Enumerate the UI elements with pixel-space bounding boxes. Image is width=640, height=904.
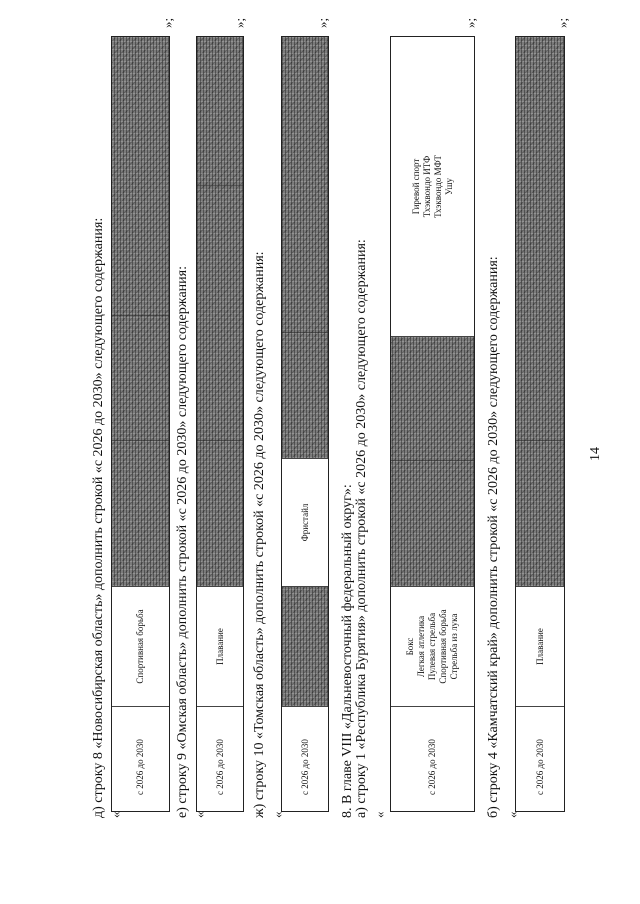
block-8a-period: с 2026 до 2030 xyxy=(427,739,437,795)
block-zh-period-cell xyxy=(282,706,328,811)
block-d-cell-divider xyxy=(112,440,169,441)
block-zh-close-quote: »; xyxy=(315,17,330,28)
block-e-sport-1: Плавание xyxy=(214,628,225,665)
block-8a-heading: а) строку 1 «Республика Бурятия» дополнить строкой «с 2026 до 2030» следующего содержания: xyxy=(354,239,369,818)
block-8a-extra-4: Ушу xyxy=(443,178,454,196)
block-zh-open-quote: « xyxy=(270,811,285,818)
block-8a-extra-3: Тхэквондо МФТ xyxy=(432,155,443,218)
page-number: 14 xyxy=(588,447,603,461)
block-8a-sport-4: Спортивная борьба xyxy=(438,609,448,684)
block-b-table xyxy=(515,36,565,812)
block-e-shaded-cells xyxy=(197,37,243,586)
block-8a-extra-2: Тхэквондо ИТФ xyxy=(421,155,432,218)
block-8a-close-quote: »; xyxy=(463,17,478,28)
block-b-cell-divider xyxy=(516,440,564,441)
block-d-table xyxy=(111,36,170,812)
block-e-cell-divider xyxy=(197,185,243,186)
block-e-sports-cell xyxy=(197,586,243,706)
block-b-period-cell xyxy=(516,706,564,811)
block-b-shaded-cells xyxy=(516,37,564,586)
block-8a-extra-list xyxy=(411,155,455,218)
block-zh-table xyxy=(281,36,329,812)
block-zh-cell-divider xyxy=(282,332,328,333)
block-e-cell-divider xyxy=(197,440,243,441)
block-zh-extra-cell xyxy=(282,458,328,586)
block-e-table xyxy=(196,36,244,812)
block-8a-table xyxy=(390,36,475,812)
block-e-close-quote: »; xyxy=(232,17,247,28)
block-8a-sport-1: Бокс xyxy=(405,637,415,656)
block-8a-sport-2: Легкая атлетика xyxy=(416,615,426,678)
chapter-8-heading: 8. В главе VIII «Дальневосточный федеральный округ»: xyxy=(340,484,355,818)
block-d-heading: д) строку 8 «Новосибирская область» дополнить строкой «с 2026 до 2030» следующего содержания: xyxy=(91,217,106,818)
block-8a-sports-cell xyxy=(391,586,474,706)
block-zh-shaded-cells xyxy=(282,37,328,458)
block-e-period-cell xyxy=(197,706,243,811)
block-d-close-quote: »; xyxy=(160,17,175,28)
block-b-heading: б) строку 4 «Камчатский край» дополнить строкой «с 2026 до 2030» следующего содержания: xyxy=(486,256,501,818)
block-e-open-quote: « xyxy=(192,811,207,818)
block-d-sports-cell xyxy=(112,586,169,706)
block-d-shaded-cells xyxy=(112,37,169,586)
block-b-open-quote: « xyxy=(505,811,520,818)
block-e-period: с 2026 до 2030 xyxy=(214,739,225,795)
block-8a-cell-divider xyxy=(391,460,474,461)
block-b-close-quote: »; xyxy=(555,17,570,28)
block-b-sports-cell xyxy=(516,586,564,706)
block-zh-shaded-sports-cell xyxy=(282,586,328,706)
block-8a-extra-cell xyxy=(391,37,474,336)
block-d-period: с 2026 до 2030 xyxy=(135,739,145,795)
block-8a-open-quote: « xyxy=(372,811,387,818)
block-8a-sport-3: Пулевая стрельба xyxy=(427,612,437,681)
block-d-open-quote: « xyxy=(108,811,123,818)
block-d-cell-divider xyxy=(112,315,169,316)
block-d-period-cell xyxy=(112,706,169,811)
block-zh-heading: ж) строку 10 «Томская область» дополнить строкой «с 2026 до 2030» следующего содержания: xyxy=(252,251,267,818)
block-8a-period-cell xyxy=(391,706,474,811)
block-8a-shaded-cells xyxy=(391,336,474,586)
block-e-heading: е) строку 9 «Омская область» дополнить строкой «с 2026 до 2030» следующего содержания: xyxy=(175,266,190,818)
block-8a-sport-5: Стрельба из лука xyxy=(449,613,459,680)
block-d-sport-1: Спортивная борьба xyxy=(135,609,145,684)
block-zh-period: с 2026 до 2030 xyxy=(299,739,310,795)
block-8a-extra-1: Гиревой спорт xyxy=(410,158,421,215)
block-zh-extra-sport: Фристайл xyxy=(299,503,310,542)
block-b-sport-1: Плавание xyxy=(534,628,545,665)
block-8a-sports-list xyxy=(405,609,460,683)
block-b-period: с 2026 до 2030 xyxy=(534,739,545,795)
